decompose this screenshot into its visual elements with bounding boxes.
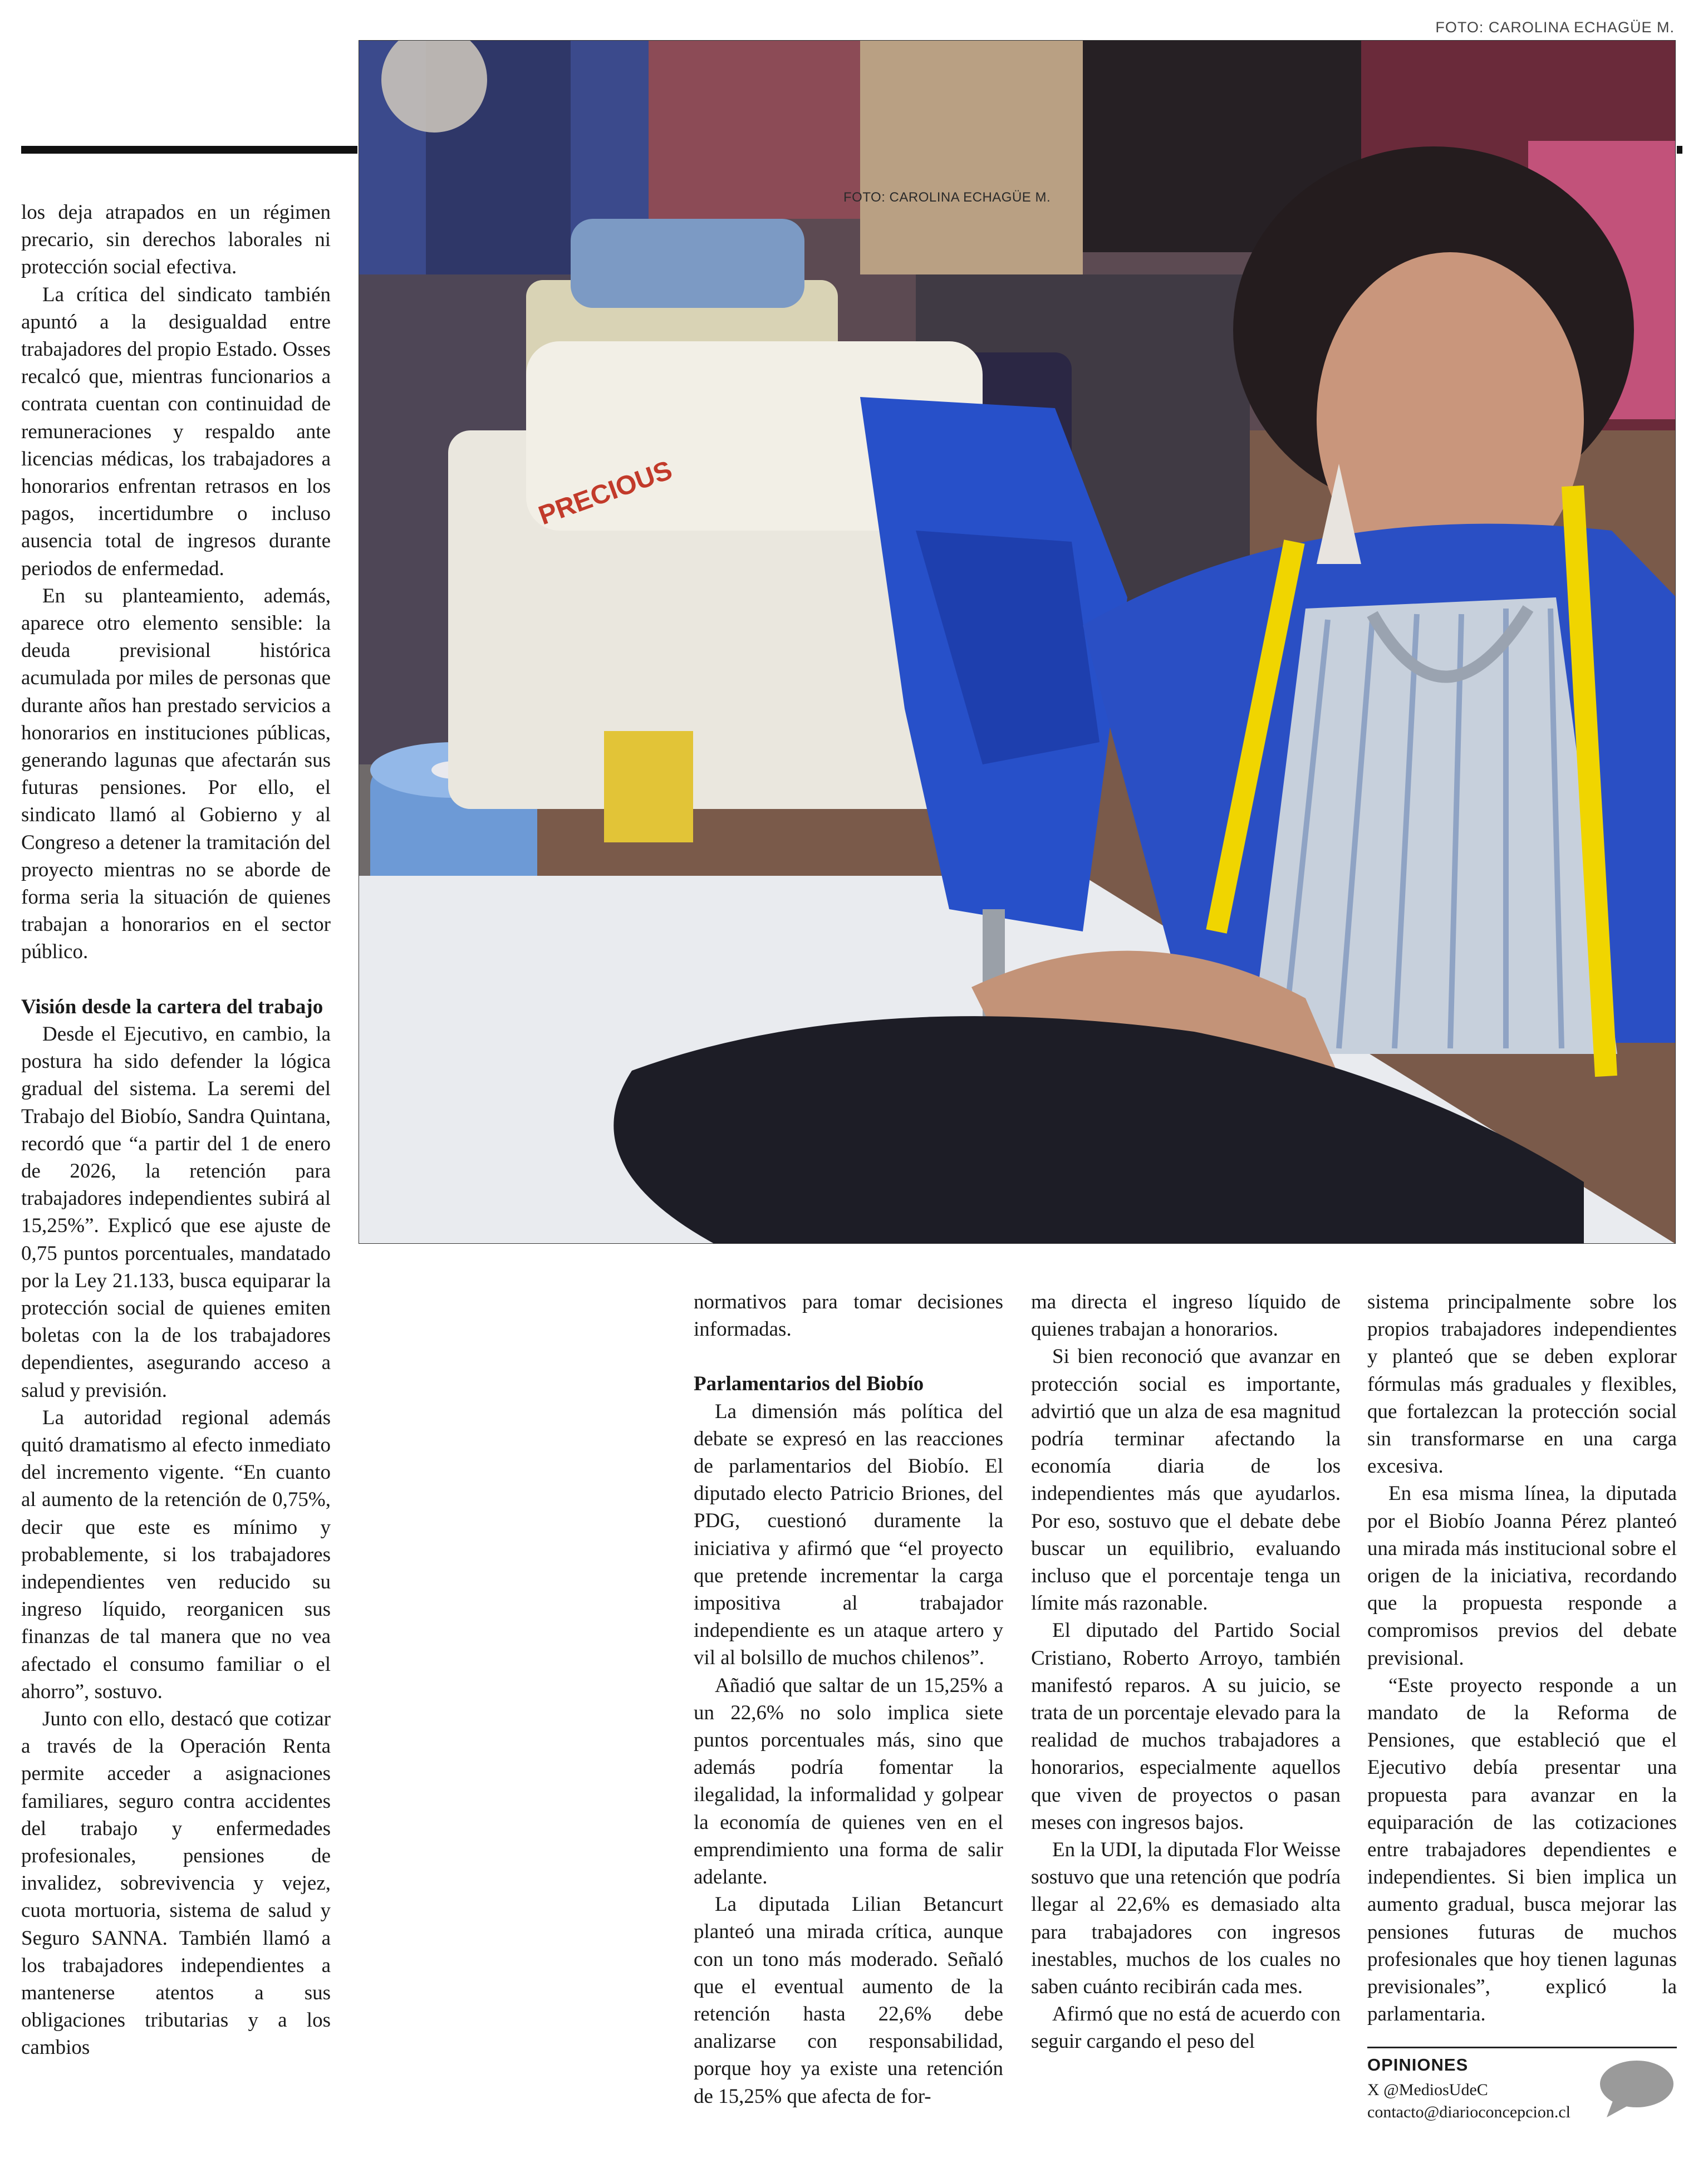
- photo-illustration: [359, 41, 1676, 1244]
- paragraph: los deja atrapados en un régimen precario, sin derechos laborales ni protección social efectiva.: [21, 201, 331, 279]
- section-rule-right: [1677, 146, 1682, 154]
- opinions-title: OPINIONES: [1367, 2055, 1469, 2074]
- section-rule: [21, 146, 357, 154]
- paragraph: La dimensión más política del debate se expresó en las reacciones de parlamentarios del Biobío. El diputado electo Patricio Briones, del PDG, cuestionó duramente la iniciativa y afirmó que “el proyecto que pretende incrementar la carga impositiva al trabajador independiente es un ataque artero y vil al bolsillo de muchos chilenos”.: [694, 1400, 1003, 1670]
- subheading: Visión desde la cartera del trabajo: [21, 995, 323, 1018]
- paragraph: La autoridad regional además quitó dramatismo al efecto inmediato del incremento vigente. “En cuanto al aumento de la retención de 0,75%, decir que este es mínimo y probablemente, si los trabajadores independientes ven reducido su ingreso líquido, reorganicen sus finanzas de tal manera que no vea afectado el consumo familiar o el ahorro”, sostuvo.: [21, 1406, 331, 1703]
- paragraph: Añadió que saltar de un 15,25% a un 22,6% no solo implica siete puntos porcentuales más, sino que además podría fomentar la ilegalidad, la informalidad y golpear la economía de quienes ven en el emprendimiento una forma de salir adelante.: [694, 1674, 1003, 1889]
- paragraph: En esa misma línea, la diputada por el Biobío Joanna Pérez planteó una mirada más institucional sobre el origen de la iniciativa, recordando que la propuesta responde a compromisos previos del debate previsional.: [1367, 1482, 1677, 1670]
- opinions-box: [1367, 2047, 1677, 2143]
- paragraph: La crítica del sindicato también apuntó a la desigualdad entre trabajadores del propio Estado. Osses recalcó que, mientras funcionarios a contrata cuentan con continuidad de remuneraciones y respaldo ante licencias médicas, los trabajadores a honorarios enfrentan retrasos en los pagos, incertidumbre o incluso ausencia total de ingresos durante periodos de enfermedad.: [21, 283, 331, 580]
- paragraph: Desde el Ejecutivo, en cambio, la postura ha sido defender la lógica gradual del sistema. La seremi del Trabajo del Biobío, Sandra Quintana, recordó que “a partir del 1 de enero de 2026, la retención para trabajadores independientes subirá al 15,25%”. Explicó que ese ajuste de 0,75 puntos porcentuales, mandatado por la Ley 21.133, busca equiparar la protección social de quienes emiten boletas con la de los trabajadores dependientes, asegurando acceso a salud y previsión.: [21, 1022, 331, 1402]
- machine-brand-label: PRECIOUS: [534, 455, 676, 531]
- paragraph: Junto con ello, destacó que cotizar a través de la Operación Renta permite acceder a asignaciones familiares, seguro contra accidentes del trabajo y enfermedades profesionales, pensiones de invalidez, sobrevivencia y vejez, cuota mortuoria, sistema de salud y Seguro SANNA. También llamó a los trabajadores independientes a mantenerse atentos a sus obligaciones tributarias y a los cambios: [21, 1707, 331, 2059]
- paragraph: El diputado del Partido Social Cristiano, Roberto Arroyo, también manifestó reparos. A su juicio, se trata de un porcentaje elevado para la realidad de muchos trabajadores a honorarios, especialmente aquellos que viven de proyectos o pasan meses con ingresos bajos.: [1031, 1619, 1341, 1834]
- paragraph: “Este proyecto responde a un mandato de la Reforma de Pensiones, que estableció que el Ejecutivo debía presentar una propuesta para avanzar en la equiparación de las cotizaciones entre trabajadores dependientes e independientes. Si bien implica un aumento gradual, busca mejorar las pensiones futuras de muchos profesionales que hoy tienen lagunas previsionales”, explicó la parlamentaria.: [1367, 1674, 1677, 2026]
- paragraph: En la UDI, la diputada Flor Weisse sostuvo que una retención que podría llegar al 22,6% es demasiado alta para trabajadores con ingresos inestables, muchos de los cuales no saben cuánto recibirán cada mes.: [1031, 1838, 1341, 1999]
- paragraph: ma directa el ingreso líquido de quienes trabajan a honorarios.: [1031, 1291, 1341, 1341]
- paragraph: normativos para tomar decisiones informadas.: [694, 1291, 1003, 1341]
- article-column-4: [1367, 1288, 1677, 2028]
- article-column-3: [1031, 1288, 1341, 2056]
- paragraph: Afirmó que no está de acuerdo con seguir cargando el peso del: [1031, 2003, 1341, 2053]
- photo-credit-top: FOTO: CAROLINA ECHAGÜE M.: [1435, 19, 1675, 36]
- speech-bubble-icon: [1597, 2058, 1675, 2120]
- article-column-2: [694, 1288, 1003, 2110]
- paragraph: En su planteamiento, además, aparece otro elemento sensible: la deuda previsional histórica acumulada por miles de personas que durante años han prestado servicios a honorarios en instituciones públicas, generando lagunas que afectarán sus futuras pensiones. Por ello, el sindicato llamó al Gobierno y al Congreso a detener la tramitación del proyecto mientras no se aborde de forma seria la situación de quienes trabajan a honorarios en el sector público.: [21, 584, 331, 964]
- article-column-1: [21, 199, 331, 2062]
- paragraph: sistema principalmente sobre los propios trabajadores independientes y planteó que se deben explorar fórmulas más graduales y flexibles, que fortalezcan la protección social sin transformarse en una carga excesiva.: [1367, 1291, 1677, 1478]
- social-handle[interactable]: X @MediosUdeC: [1367, 2081, 1488, 2099]
- paragraph: Si bien reconoció que avanzar en protección social es importante, advirtió que un alza de esa magnitud podría terminar afectando la economía diaria de los independientes más que ayudarlos. Por eso, sostuvo que el debate debe buscar un equilibrio, evaluando incluso que el porcentaje tenga un límite más razonable.: [1031, 1345, 1341, 1615]
- subheading: Parlamentarios del Biobío: [694, 1372, 924, 1396]
- contact-email[interactable]: contacto@diarioconcepcion.cl: [1367, 2103, 1570, 2121]
- photo-credit-inner: FOTO: CAROLINA ECHAGÜE M.: [843, 190, 1051, 205]
- paragraph: La diputada Lilian Betancurt planteó una mirada crítica, aunque con un tono más moderado. Señaló que el eventual aumento de la retención hasta 22,6% debe analizarse con responsabilidad, porque hoy ya existe una retención de 15,25% que afecta de for-: [694, 1893, 1003, 2108]
- article-photo: [359, 40, 1676, 1244]
